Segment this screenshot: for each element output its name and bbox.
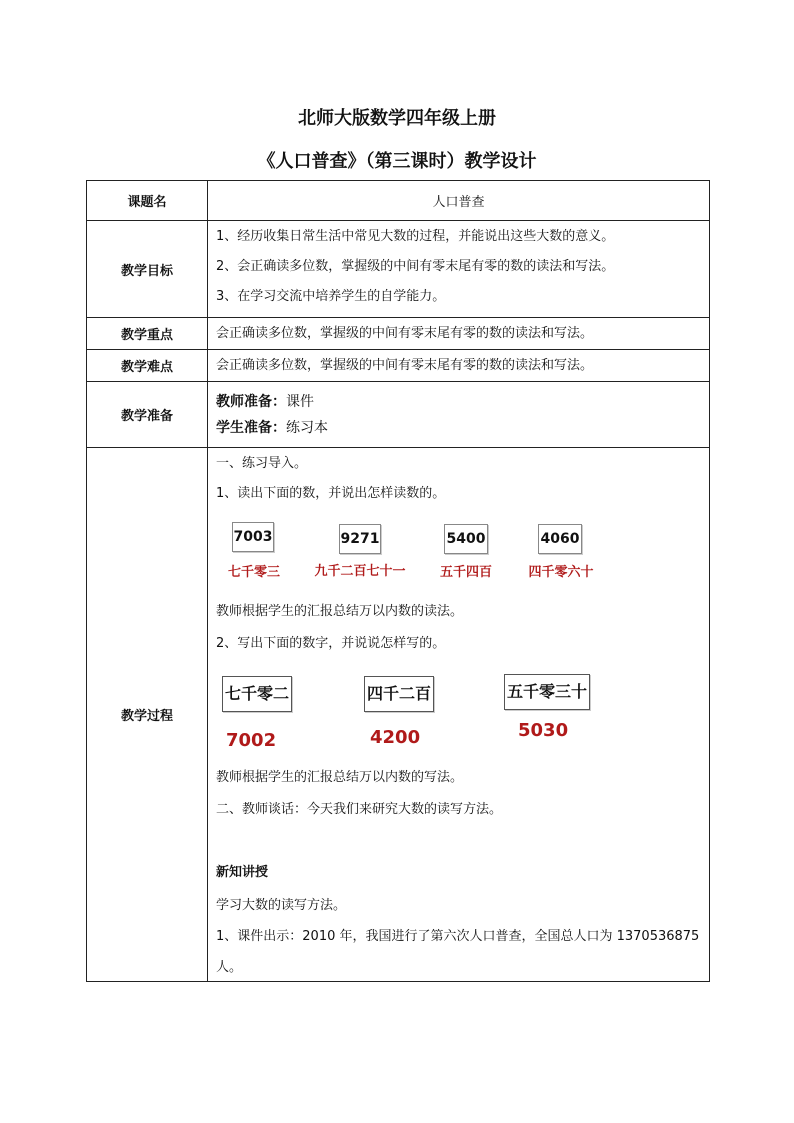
study-text: 学习大数的读写方法。 [216,898,347,913]
process-cell [208,448,710,982]
key-point-row [87,318,710,350]
preparation-row [87,382,710,448]
write-answer: 7002 [226,730,277,751]
write-task: 2、写出下面的数字，并说说怎样写的。 [216,636,446,651]
topic-row [87,181,710,221]
document-subtitle: 《人口普查》（第三课时）教学设计 [257,151,537,172]
process-label: 教学过程 [87,448,208,982]
teacher-prep-value: 课件 [286,393,314,410]
key-point-value-cell [208,318,710,350]
teacher-prep [208,392,709,412]
write-summary: 教师根据学生的汇报总结万以内数的写法。 [216,770,464,785]
topic-label: 课题名 [87,181,208,221]
document-title: 北师大版数学四年级上册 [298,108,496,129]
goals-label: 教学目标 [87,221,208,318]
write-word-card: 七千零二 [222,676,292,712]
preparation-cell [208,382,710,448]
read-answer: 九千二百七十一 [314,564,406,579]
read-summary: 教师根据学生的汇报总结万以内数的读法。 [216,604,464,619]
difficulty-value: 会正确读多位数，掌握级的中间有零末尾有零的数的读法和写法。 [216,357,594,373]
teacher-prep-label: 教师准备： [216,393,286,410]
student-prep [208,418,709,438]
read-number-card: 4060 [538,524,582,554]
new-knowledge-heading: 新知讲授 [216,865,269,880]
section-intro: 一、练习导入。 [216,456,308,471]
read-task: 1、读出下面的数，并说出怎样读数的。 [216,486,446,501]
goals-cell [208,221,710,318]
read-answer: 七千零三 [227,565,280,580]
write-answer: 5030 [518,720,569,741]
difficulty-label: 教学难点 [87,350,208,382]
read-answer: 四千零六十 [528,565,594,580]
goal-item: 1、经历收集日常生活中常见大数的过程，并能说出这些大数的意义。 [216,229,615,244]
process-row [87,448,710,982]
section-new-topic: 二、教师谈话：今天我们来研究大数的读写方法。 [216,802,503,817]
preparation-label: 教学准备 [87,382,208,448]
goals-row [87,221,710,318]
goal-item: 3、在学习交流中培养学生的自学能力。 [216,289,446,304]
key-point-value: 会正确读多位数，掌握级的中间有零末尾有零的数的读法和写法。 [216,325,594,341]
write-word-card: 五千零三十 [504,674,590,710]
courseware-text: 1、课件出示：2010 年，我国进行了第六次人口普查，全国总人口为 1370536875 [216,929,700,944]
read-answer: 五千四百 [439,565,492,580]
difficulty-value-cell [208,350,710,382]
key-point-label: 教学重点 [87,318,208,350]
write-answer: 4200 [370,727,421,748]
difficulty-row [87,350,710,382]
read-number-card: 5400 [444,524,488,554]
write-word-card: 四千二百 [364,676,434,712]
student-prep-value: 练习本 [286,419,328,436]
courseware-text-end: 人。 [216,960,243,975]
lesson-plan-table [86,180,710,982]
topic-value: 人口普查 [208,181,710,221]
goal-item: 2、会正确读多位数，掌握级的中间有零末尾有零的数的读法和写法。 [216,259,615,274]
read-number-card: 9271 [339,524,381,554]
read-number-card: 7003 [232,522,274,552]
student-prep-label: 学生准备： [216,419,286,436]
